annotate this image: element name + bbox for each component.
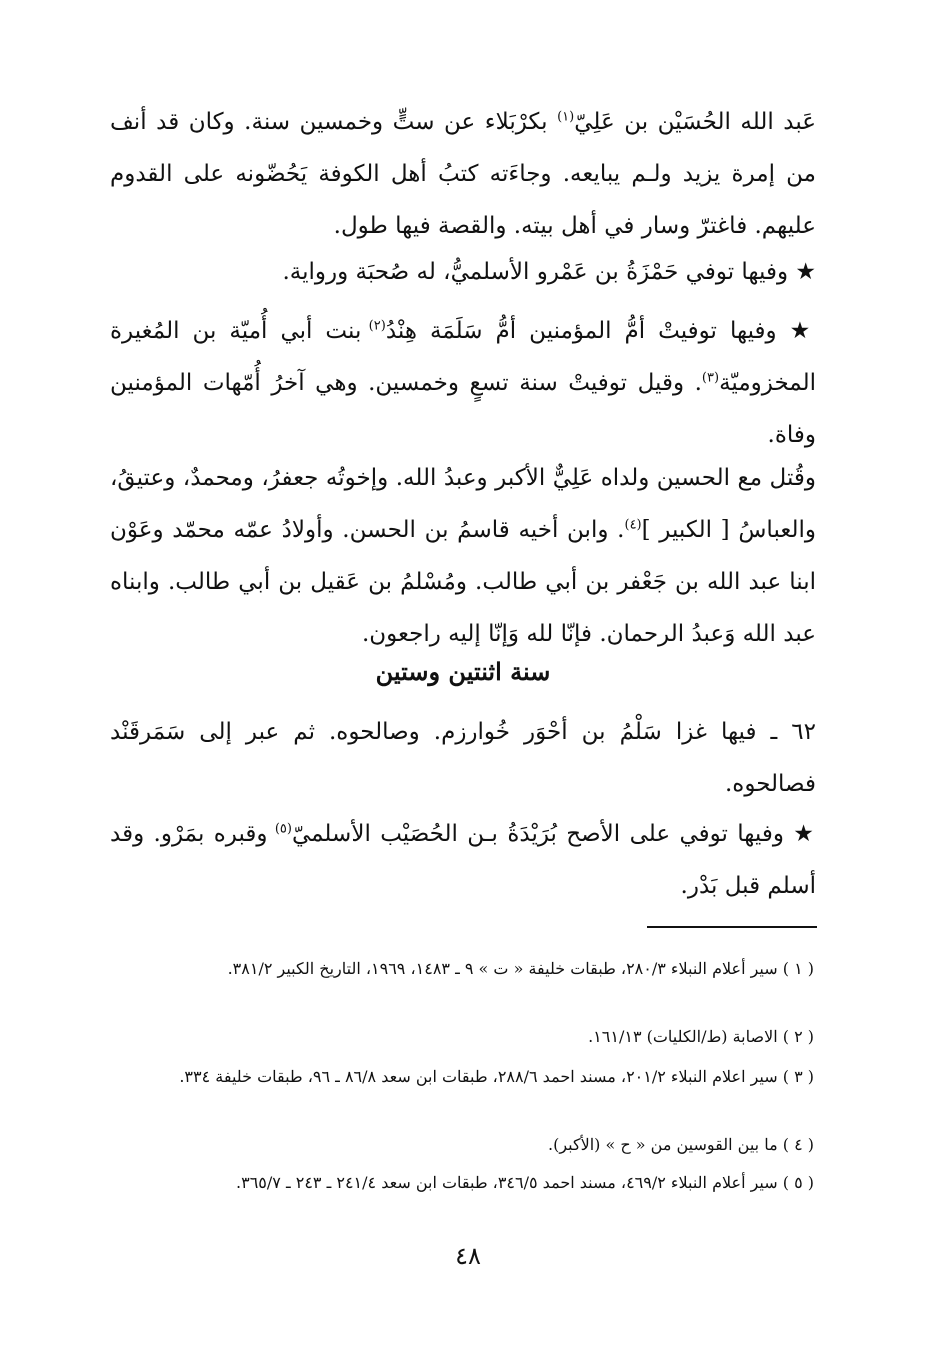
footnote-3: ( ٣ ) سير اعلام النبلاء ٢٠١/٢، مسند احمد ٢٨٨/٦، طبقات ابن سعد ٨٦/٨ ـ ٩٦، طبقات خليفة ٣٣٤. <box>179 1067 814 1086</box>
footnote-separator <box>647 926 817 928</box>
footnote-4: ( ٤ ) ما بين القوسين من « ح » (الأكبر). <box>547 1135 814 1154</box>
footnote-ref: (١) <box>557 109 575 125</box>
paragraph-text: ★ وفيها توفي حَمْزَةُ بن عَمْرو الأسلميُّ، له صُحبَة ورواية. <box>282 259 816 285</box>
paragraph-text: بكرْبَلاء عن ستٍّ وخمسين سنة. وكان قد أنف من إمرة يزيد ولـم يبايعه. وجاءَته كتبُ أهل الكوفة يَحُضّونه على القدوم عليهم. فاغترّ وسار في أهل بيته. والقصة فيها طول. <box>110 109 816 239</box>
paragraph-hamza <box>110 246 816 298</box>
section-heading: سنة اثنتين وستين <box>375 657 551 686</box>
paragraph-text: وقُتل مع الحسين ولداه عَلِيٌّ الأكبر وعبدُ الله. وإخوتُه جعفرُ، ومحمدٌ، وعتيقُ، والعباسُ [ الكبير ] <box>110 465 816 543</box>
paragraph-text: ٦٢ ـ فيها غزا سَلْمُ بن أحْوَر خُوارزم. وصالحوه. ثم عبر إلى سَمَرقَنْد فصالحوه. <box>110 719 816 797</box>
footnote-2: ( ٢ ) الاصابة (ط/الكليات) ١٦١/١٣. <box>588 1027 814 1046</box>
footnote-ref: (٤) <box>624 517 642 533</box>
footnote-ref: (٣) <box>701 370 720 386</box>
paragraph-text: . وقيل توفيتْ سنة تسعٍ وخمسين. وهي آخرُ أُمّهات المؤمنين وفاة. <box>110 370 816 448</box>
paragraph-text: بنت أبي أُميّة بن المُغيرة المخزوميّة <box>110 318 816 396</box>
page-number: ٤٨ <box>455 1242 481 1270</box>
paragraph-husayn <box>110 96 816 252</box>
paragraph-text: وقبره بمَرْو. وقد أسلم قبل بَدْر. <box>110 821 816 899</box>
footnote-ref: (٢) <box>368 318 386 334</box>
footnote-1: ( ١ ) سير أعلام النبلاء ٢٨٠/٣، طبقات خليفة « ت » ٩ ـ ١٤٨٣، ١٩٦٩، التاريخ الكبير ٣٨١/٢. <box>227 959 814 978</box>
paragraph-burayda <box>110 808 816 912</box>
paragraph-text: ★ وفيها توفي على الأصح بُرَيْدَةُ بـن الحُصَيْب الأسلميّ <box>291 821 816 847</box>
paragraph-text: عَبد الله الحُسَيْن بن عَلِيّ <box>574 109 816 135</box>
footnote-5: ( ٥ ) سير أعلام النبلاء ٤٦٩/٢، مسند احمد ٣٤٦/٥، طبقات ابن سعد ٢٤١/٤ ـ ٢٤٣ ـ ٣٦٥/٧. <box>236 1173 814 1192</box>
paragraph-text: ★ وفيها توفيتْ أمُّ المؤمنين أمُّ سَلَمَة هِنْدُ <box>385 318 816 344</box>
paragraph-year-62 <box>110 706 816 810</box>
paragraph-umm-salama <box>110 305 816 461</box>
paragraph-killed-with-husayn <box>110 452 816 660</box>
paragraph-text: . وابن أخيه قاسمُ بن الحسن. وأولادُ عمّه محمّد وعَوْن ابنا عبد الله بن جَعْفر بن أبي طالب. ومُسْلمُ بن عَقيل بن أبي طالب. وابناه عبد الله وَعبدُ الرحمان. فإنّا لله وَإنّا إليه راجعون. <box>110 517 816 647</box>
footnote-ref: (٥) <box>274 821 292 837</box>
